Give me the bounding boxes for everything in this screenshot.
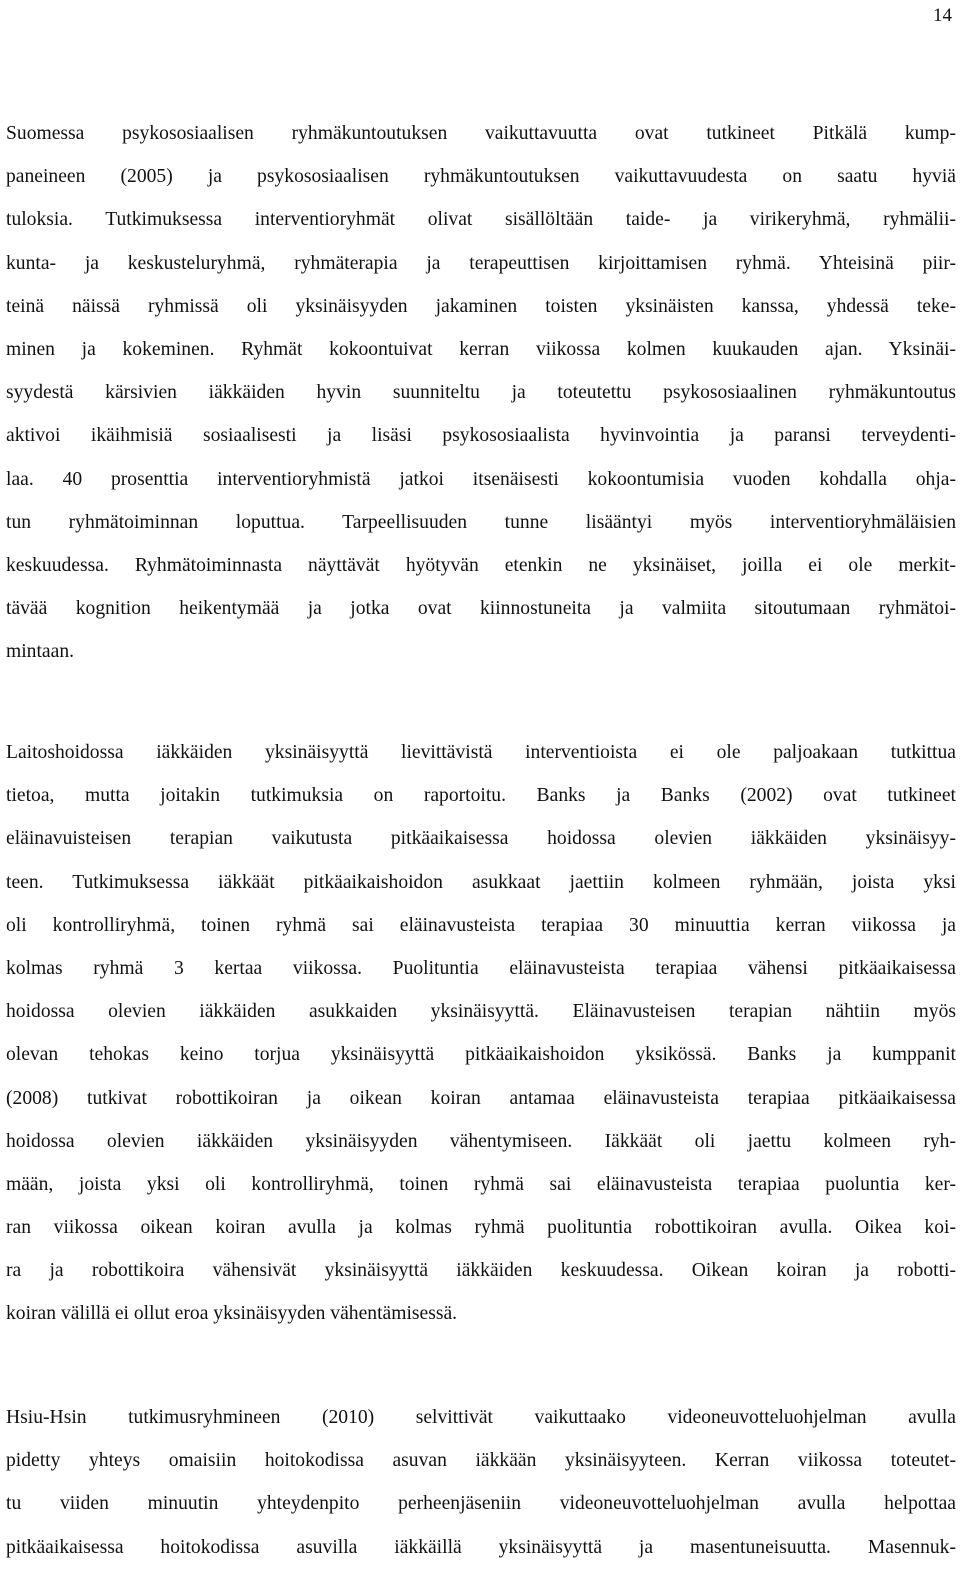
text-line: oli kontrolliryhmä, toinen ryhmä sai eläinavusteista terapiaa 30 minuuttia kerran viikossa ja <box>6 914 956 936</box>
paragraph-2 <box>6 731 956 1336</box>
text-line: Hsiu-Hsin tutkimusryhmineen (2010) selvittivät vaikuttaako videoneuvotteluohjelman avulla <box>6 1407 956 1428</box>
text-line: pitkäaikaisessa hoitokodissa asuvilla iäkkäillä yksinäisyyttä ja masentuneisuutta. Masennuk- <box>6 1536 956 1558</box>
text-line: kolmas ryhmä 3 kertaa viikossa. Puolituntia eläinavusteista terapiaa vähensi pitkäaikaisessa <box>6 957 956 979</box>
text-line: mintaan. <box>6 641 75 663</box>
paragraph-3 <box>6 1396 956 1569</box>
text-line: tun ryhmätoiminnan loputtua. Tarpeellisuuden tunne lisääntyi myös interventioryhmäläisien <box>6 511 956 533</box>
text-line: keskuudessa. Ryhmätoiminnasta näyttävät hyötyvän etenkin ne yksinäiset, joilla ei ole merkit- <box>6 554 956 576</box>
text-line: olevan tehokas keino torjua yksinäisyyttä pitkäaikaishoidon yksikössä. Banks ja kumppanit <box>6 1044 956 1066</box>
text-line: tu viiden minuutin yhteydenpito perheenjäseniin videoneuvotteluohjelman avulla helpottaa <box>6 1493 956 1515</box>
text-line: tietoa, mutta joitakin tutkimuksia on raportoitu. Banks ja Banks (2002) ovat tutkineet <box>6 785 956 807</box>
text-line: Suomessa psykososiaalisen ryhmäkuntoutuksen vaikuttavuutta ovat tutkineet Pitkälä kump- <box>6 123 956 144</box>
text-line: tävää kognition heikentymää ja jotka ovat kiinnostuneita ja valmiita sitoutumaan ryhmätoi- <box>6 598 956 620</box>
text-line: ran viikossa oikean koiran avulla ja kolmas ryhmä puolituntia robottikoiran avulla. Oikea koi- <box>6 1217 956 1239</box>
text-line: (2008) tutkivat robottikoiran ja oikean koiran antamaa eläinavusteista terapiaa pitkäaikaisessa <box>6 1087 956 1109</box>
text-line: pidetty yhteys omaisiin hoitokodissa asuvan iäkkään yksinäisyyteen. Kerran viikossa toteutet- <box>6 1450 956 1472</box>
text-line: koiran välillä ei ollut eroa yksinäisyyden vähentämisessä. <box>6 1303 458 1325</box>
text-line: ra ja robottikoira vähensivät yksinäisyyttä iäkkäiden keskuudessa. Oikean koiran ja robotti- <box>6 1260 956 1282</box>
text-line: kunta- ja keskusteluryhmä, ryhmäterapia ja terapeuttisen kirjoittamisen ryhmä. Yhteisinä piir- <box>6 252 956 274</box>
text-line: mään, joista yksi oli kontrolliryhmä, toinen ryhmä sai eläinavusteista terapiaa puoluntia ker- <box>6 1173 956 1195</box>
text-line: eläinavuisteisen terapian vaikutusta pitkäaikaisessa hoidossa olevien iäkkäiden yksinäisyy- <box>6 828 956 850</box>
text-line: hoidossa olevien iäkkäiden yksinäisyyden vähentymiseen. Iäkkäät oli jaettu kolmeen ryh- <box>6 1130 956 1152</box>
text-line: minen ja kokeminen. Ryhmät kokoontuivat kerran viikossa kolmen kuukauden ajan. Yksinäi- <box>6 338 956 360</box>
text-line: Laitoshoidossa iäkkäiden yksinäisyyttä lievittävistä interventioista ei ole paljoakaan tutkittua <box>6 742 956 763</box>
text-line: teen. Tutkimuksessa iäkkäät pitkäaikaishoidon asukkaat jaettiin kolmeen ryhmään, joista yksi <box>6 871 956 893</box>
text-line: paneineen (2005) ja psykososiaalisen ryhmäkuntoutuksen vaikuttavuudesta on saatu hyviä <box>6 166 956 188</box>
page-number: 14 <box>933 5 952 26</box>
text-line: hoidossa olevien iäkkäiden asukkaiden yksinäisyyttä. Eläinavusteisen terapian nähtiin myös <box>6 1001 956 1023</box>
text-line: aktivoi ikäihmisiä sosiaalisesti ja lisäsi psykososiaalista hyvinvointia ja paransi terveydenti- <box>6 425 956 447</box>
text-line: teinä näissä ryhmissä oli yksinäisyyden jakaminen toisten yksinäisten kanssa, yhdessä teke- <box>6 295 956 317</box>
text-line: laa. 40 prosenttia interventioryhmistä jatkoi itsenäisesti kokoontumisia vuoden kohdalla ohja- <box>6 468 956 490</box>
text-line: syydestä kärsivien iäkkäiden hyvin suunniteltu ja toteutettu psykososiaalinen ryhmäkuntoutus <box>6 382 956 404</box>
paragraph-1 <box>6 112 956 673</box>
text-line: tuloksia. Tutkimuksessa interventioryhmät olivat sisällöltään taide- ja virikeryhmä, ryhmälii- <box>6 209 956 231</box>
